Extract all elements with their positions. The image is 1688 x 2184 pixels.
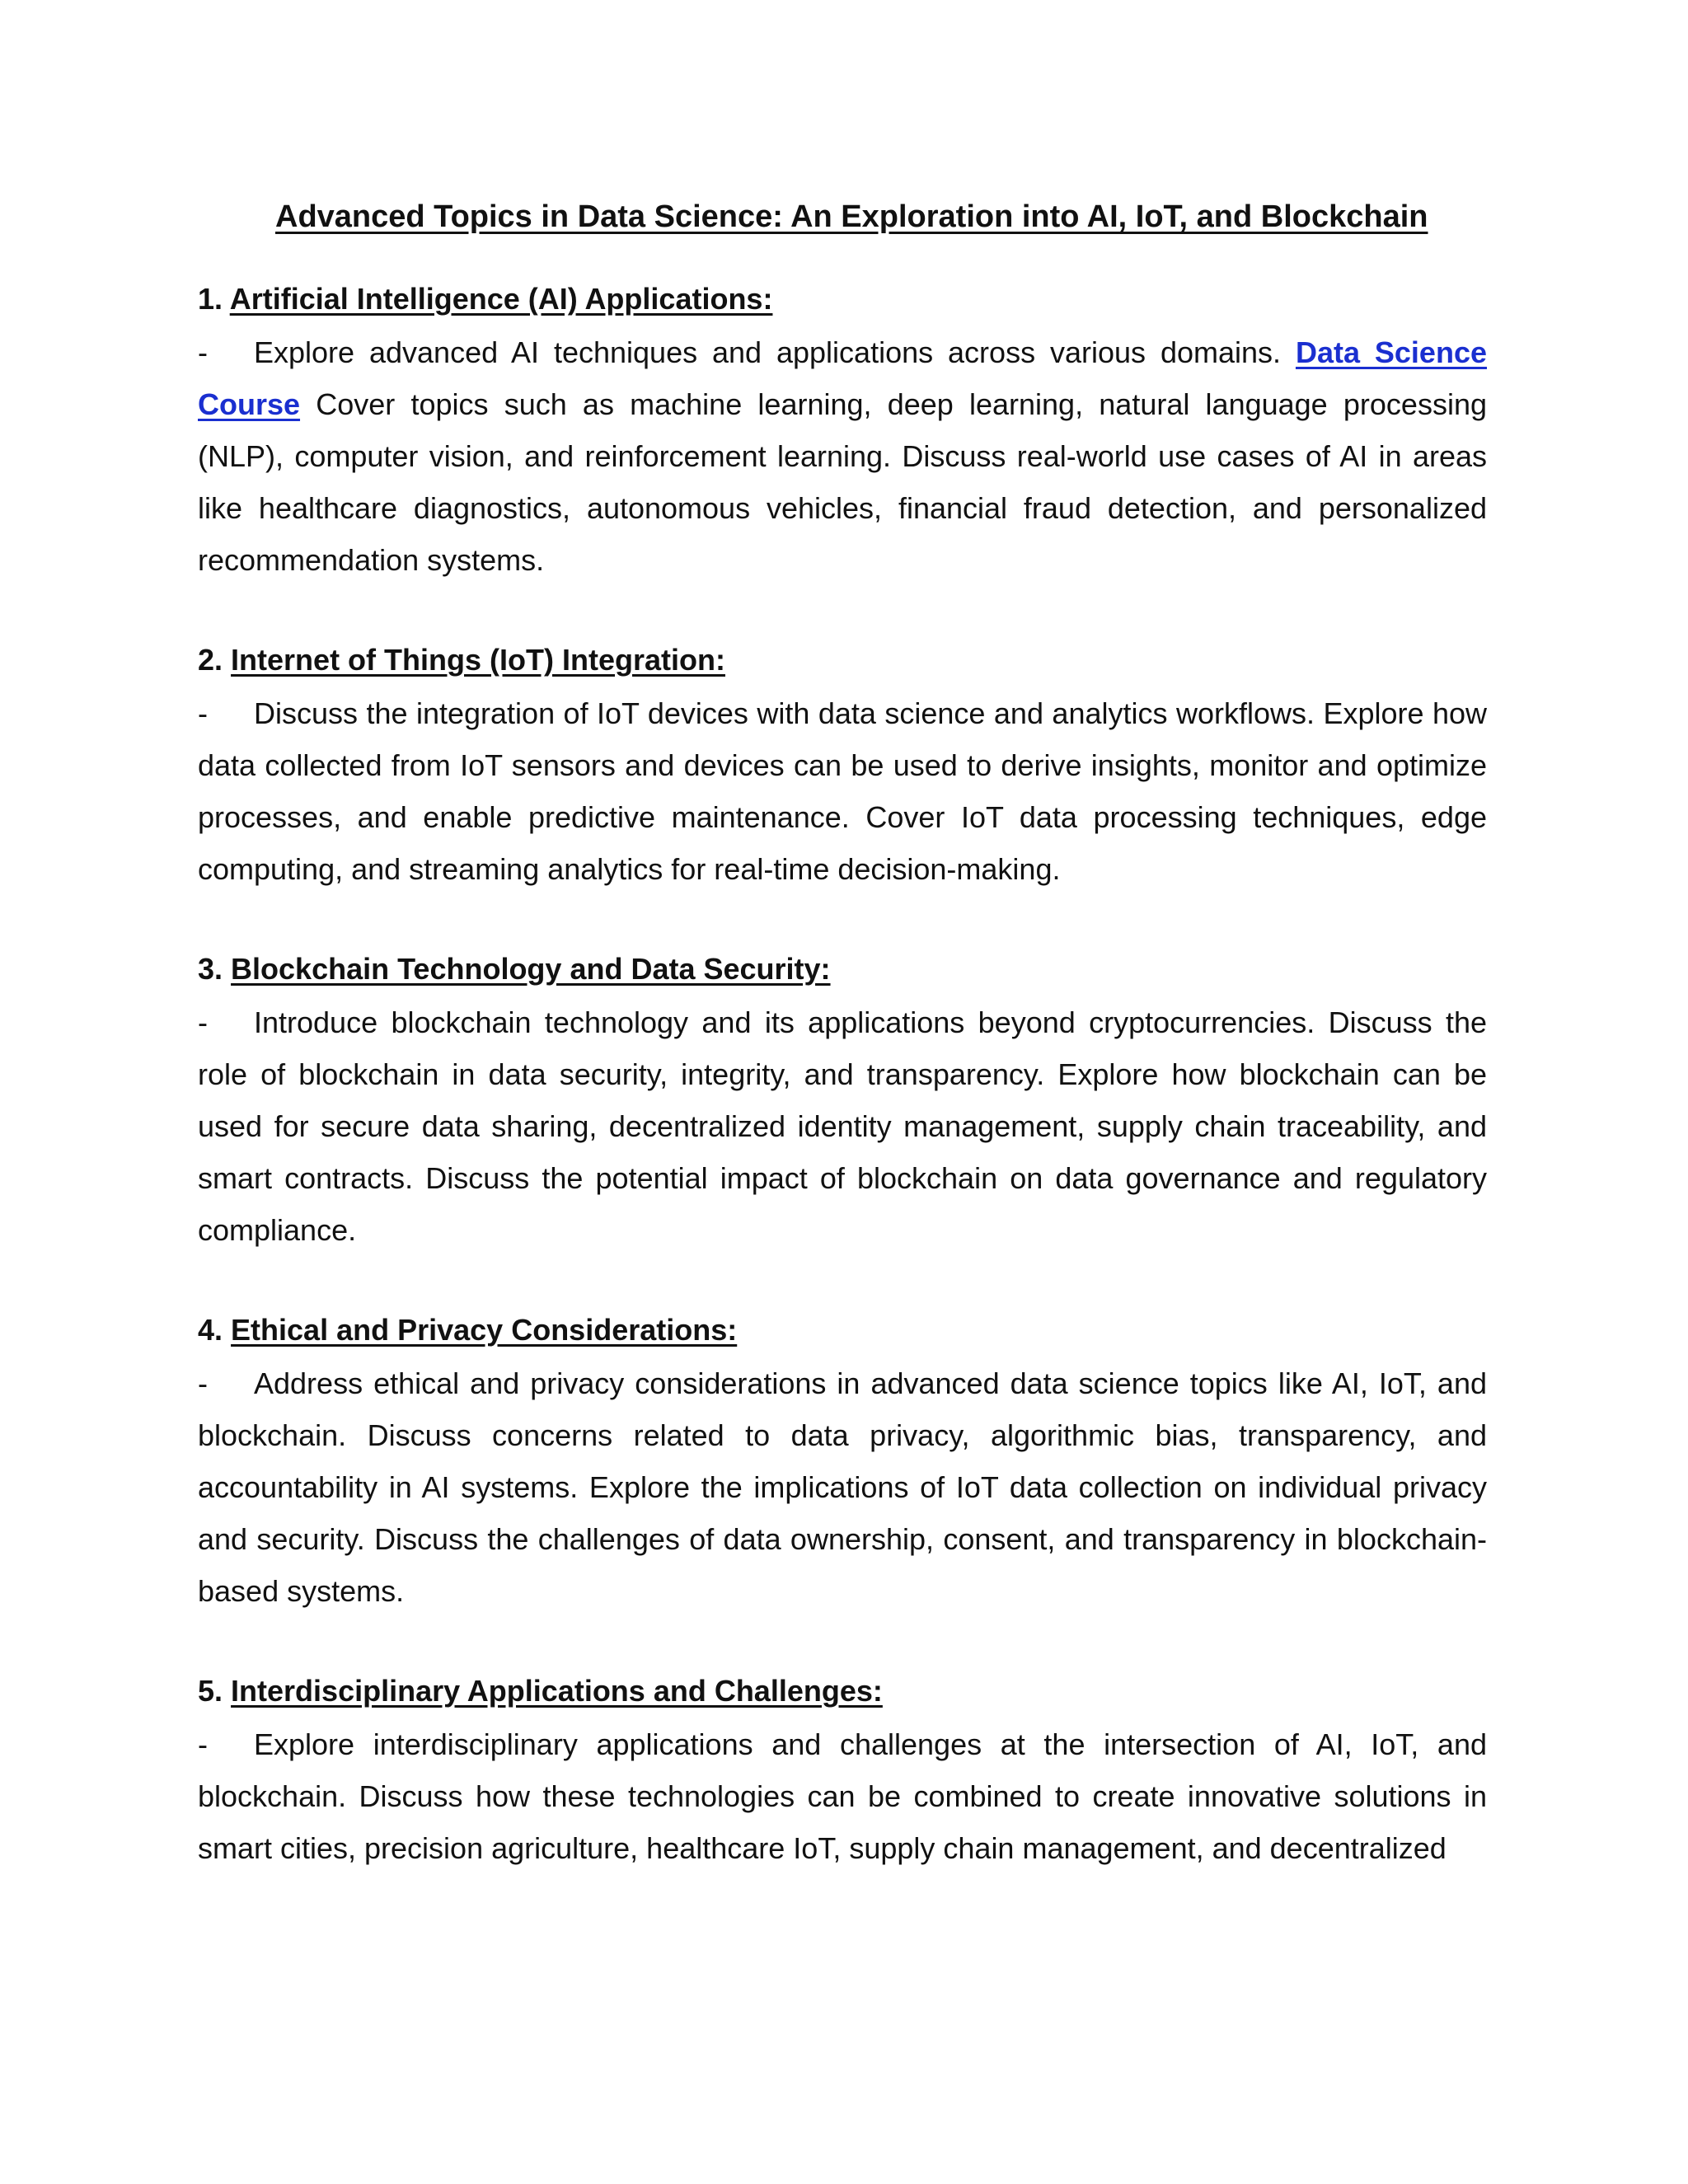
paragraph-text: Explore interdisciplinary applications and challenges at the intersection of AI, IoT, and blockchain. Discuss how these technologies can be combined to create innovative solutions in smart cities, precision agriculture, healthcare IoT, supply chain management, and decentralized <box>198 1727 1487 1865</box>
section-heading-text: Ethical and Privacy Considerations: <box>231 1313 738 1347</box>
section-heading-text: Blockchain Technology and Data Security: <box>231 952 831 986</box>
section-number: 3. <box>198 952 223 986</box>
dash-marker: - <box>198 335 208 369</box>
section-paragraph <box>198 687 1487 895</box>
section-number: 1. <box>198 282 223 316</box>
section-heading-text: Internet of Things (IoT) Integration: <box>231 643 725 677</box>
section-heading-text: Artificial Intelligence (AI) Applications: <box>229 282 773 316</box>
section-heading-text: Interdisciplinary Applications and Challenges: <box>231 1674 883 1708</box>
section-heading <box>198 950 1487 988</box>
document-body <box>198 280 1487 1929</box>
section-paragraph <box>198 1718 1487 1874</box>
dash-marker: - <box>198 1727 208 1761</box>
section-heading <box>198 1672 1487 1710</box>
section-number: 5. <box>198 1674 223 1708</box>
dash-marker: - <box>198 1005 208 1039</box>
section-interdisciplinary <box>198 1672 1487 1874</box>
dash-marker: - <box>198 696 208 730</box>
section-paragraph <box>198 996 1487 1256</box>
section-paragraph <box>198 326 1487 586</box>
section-number: 4. <box>198 1313 223 1347</box>
section-heading <box>198 280 1487 318</box>
paragraph-text: Discuss the integration of IoT devices with data science and analytics workflows. Explore how data collected from IoT sensors and devices can be used to derive insights, monitor and optimize processes, and enable predictive maintenance. Cover IoT data processing techniques, edge computing, and streaming analytics for real-time decision-making. <box>198 696 1487 886</box>
section-heading <box>198 1311 1487 1349</box>
section-ethics-privacy <box>198 1311 1487 1617</box>
section-number: 2. <box>198 643 223 677</box>
section-heading <box>198 641 1487 679</box>
paragraph-text: Cover topics such as machine learning, deep learning, natural language processing (NLP), computer vision, and reinforcement learning. Discuss real-world use cases of AI in areas like healthcare diagnostics, autonomous vehicles, financial fraud detection, and personalized recommendation systems. <box>198 387 1487 577</box>
paragraph-text: Address ethical and privacy considerations in advanced data science topics like AI, IoT, and blockchain. Discuss concerns related to data privacy, algorithmic bias, transparency, and accountability in AI systems. Explore the implications of IoT data collection on individual privacy and security. Discuss the challenges of data ownership, consent, and transparency in blockchain-based systems. <box>198 1366 1487 1608</box>
paragraph-text: Introduce blockchain technology and its applications beyond cryptocurrencies. Discuss the role of blockchain in data security, integrity, and transparency. Explore how blockchain can be used for secure data sharing, decentralized identity management, supply chain traceability, and smart contracts. Discuss the potential impact of blockchain on data governance and regulatory compliance. <box>198 1005 1487 1247</box>
section-paragraph <box>198 1357 1487 1617</box>
section-ai-applications <box>198 280 1487 586</box>
section-blockchain-security <box>198 950 1487 1256</box>
paragraph-text: Explore advanced AI techniques and applications across various domains. <box>254 335 1282 369</box>
data-science-course-link[interactable]: Data Science Course <box>198 335 1487 421</box>
section-iot-integration <box>198 641 1487 895</box>
document-title: Advanced Topics in Data Science: An Exploration into AI, IoT, and Blockchain <box>275 199 1428 234</box>
dash-marker: - <box>198 1366 208 1400</box>
